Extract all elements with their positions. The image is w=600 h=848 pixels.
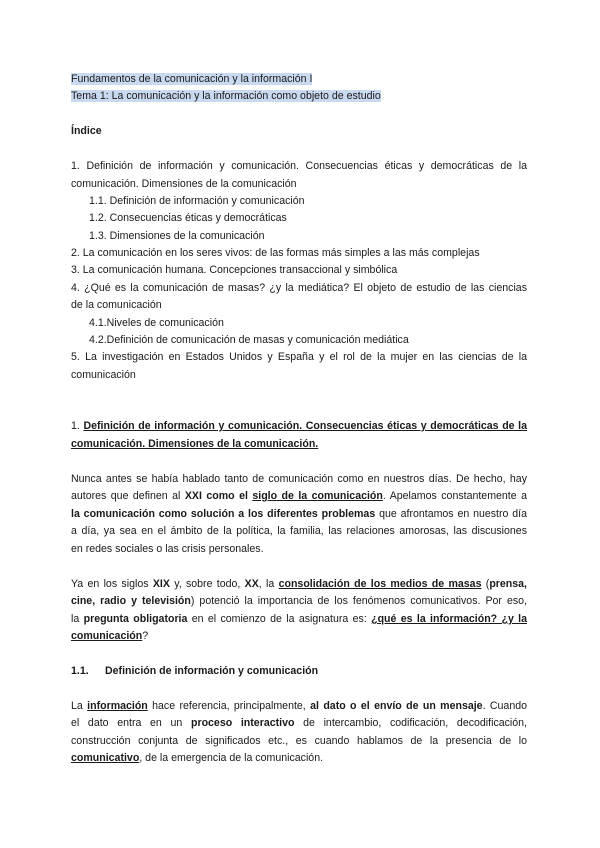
index-item-5-line2: comunicación — [71, 369, 136, 381]
para2-text: Ya en los siglos — [71, 578, 153, 590]
index-item-5-line1: 5. La investigación en Estados Unidos y España y el rol de la mujer en las ciencias de la — [71, 351, 527, 363]
para1-line2 — [71, 490, 527, 503]
para2-line4 — [71, 630, 527, 643]
index-item-4-line2: de la comunicación — [71, 299, 162, 311]
para2-text: ? — [142, 630, 149, 642]
para1-bold-phrase: la comunicación como solución a los diferentes problemas — [71, 508, 376, 520]
section-1-heading-text1: Definición de información y comunicación. Consecuencias éticas y democráticas de la — [83, 420, 527, 432]
para3-line3: construcción conjunta de significados etc., es cuando hablamos de la presencia de lo — [71, 735, 527, 747]
para1-line3 — [71, 508, 527, 521]
section-1-heading-line2 — [71, 438, 527, 451]
para3-text: hace referencia, principalmente, — [147, 700, 311, 712]
para2-text: ) potenció la importancia de los fenómenos comunicativos. Por eso, — [190, 595, 527, 607]
para1-text: . Apelamos constantemente a — [382, 490, 527, 502]
index-title: Índice — [71, 125, 102, 137]
course-title-text: Fundamentos de la comunicación y la información I — [71, 73, 313, 85]
index-item-1-2: 1.2. Consecuencias éticas y democráticas — [89, 212, 287, 224]
para1-line5: en redes sociales o las crisis personales. — [71, 543, 264, 555]
index-item-4-line1: 4. ¿Qué es la comunicación de masas? ¿y la mediática? El objeto de estudio de las ciencias — [71, 282, 527, 294]
para2-key-question: comunicación — [71, 630, 143, 642]
para2-text: la — [71, 613, 84, 625]
topic-title — [71, 90, 381, 103]
para3-text: La — [71, 700, 88, 712]
index-item-3: 3. La comunicación humana. Concepciones transaccional y simbólica — [71, 264, 398, 276]
para1-key-term: siglo de la comunicación — [252, 490, 383, 502]
section-1-heading-text2: comunicación. Dimensiones de la comunicación. — [71, 438, 319, 450]
para3-bold: proceso interactivo — [190, 717, 295, 729]
index-item-2: 2. La comunicación en los seres vivos: de las formas más simples a las más complejas — [71, 247, 480, 259]
index-item-1-1: 1.1. Definición de información y comunicación — [89, 195, 305, 207]
para3-line2 — [71, 717, 527, 730]
para3-key-term: comunicativo — [71, 752, 140, 764]
para3-text: . Cuando — [482, 700, 527, 712]
subsection-number: 1.1. — [71, 665, 89, 677]
section-1-number: 1. — [71, 420, 84, 432]
para2-line1 — [71, 578, 527, 591]
para1-line1: Nunca antes se había hablado tanto de comunicación como en nuestros días. De hecho, hay — [71, 473, 527, 485]
course-title — [71, 73, 312, 86]
para2-bold: cine, radio y televisión — [71, 595, 191, 607]
para1-text: que afrontamos en nuestro día — [375, 508, 527, 520]
para3-text: de intercambio, codificación, decodificación, — [294, 717, 528, 729]
index-item-1-3: 1.3. Dimensiones de la comunicación — [89, 230, 265, 242]
para2-text: ( — [481, 578, 490, 590]
para3-line1 — [71, 700, 527, 713]
para1-bold-xxi: XXI como el — [184, 490, 253, 502]
para3-text: , de la emergencia de la comunicación. — [139, 752, 324, 764]
para3-text: el dato entra en un — [71, 717, 191, 729]
para2-line3 — [71, 613, 527, 626]
para3-line4 — [71, 752, 527, 765]
para3-bold: al dato o el envío de un mensaje — [310, 700, 483, 712]
para2-text: en el comienzo de la asignatura es: — [187, 613, 372, 625]
index-item-1-line2: comunicación. Dimensiones de la comunicación — [71, 178, 297, 190]
subsection-1-1-heading — [71, 665, 527, 678]
para1-text: autores que definen al — [71, 490, 185, 502]
index-item-4-1: 4.1.Niveles de comunicación — [89, 317, 224, 329]
para2-bold: XX — [244, 578, 259, 590]
para3-key-term: información — [87, 700, 148, 712]
topic-title-text: Tema 1: La comunicación y la información como objeto de estudio — [71, 90, 381, 102]
para2-line2 — [71, 595, 527, 608]
para2-text: y, sobre todo, — [169, 578, 245, 590]
para2-bold: prensa, — [489, 578, 527, 590]
para2-text: , la — [258, 578, 279, 590]
para2-bold: pregunta obligatoria — [83, 613, 188, 625]
section-1-heading-line1 — [71, 420, 527, 433]
index-item-4-2: 4.2.Definición de comunicación de masas y comunicación mediática — [89, 334, 409, 346]
para2-key-question: ¿qué es la información? ¿y la — [371, 613, 528, 625]
para1-line4: a día, ya sea en el ámbito de la política, la familia, las relaciones amorosas, las discusiones — [71, 525, 527, 537]
subsection-title: Definición de información y comunicación — [105, 665, 319, 677]
index-item-1-line1: 1. Definición de información y comunicación. Consecuencias éticas y democráticas de la — [71, 160, 527, 172]
para2-key-term: consolidación de los medios de masas — [278, 578, 482, 590]
para2-bold: XIX — [152, 578, 170, 590]
